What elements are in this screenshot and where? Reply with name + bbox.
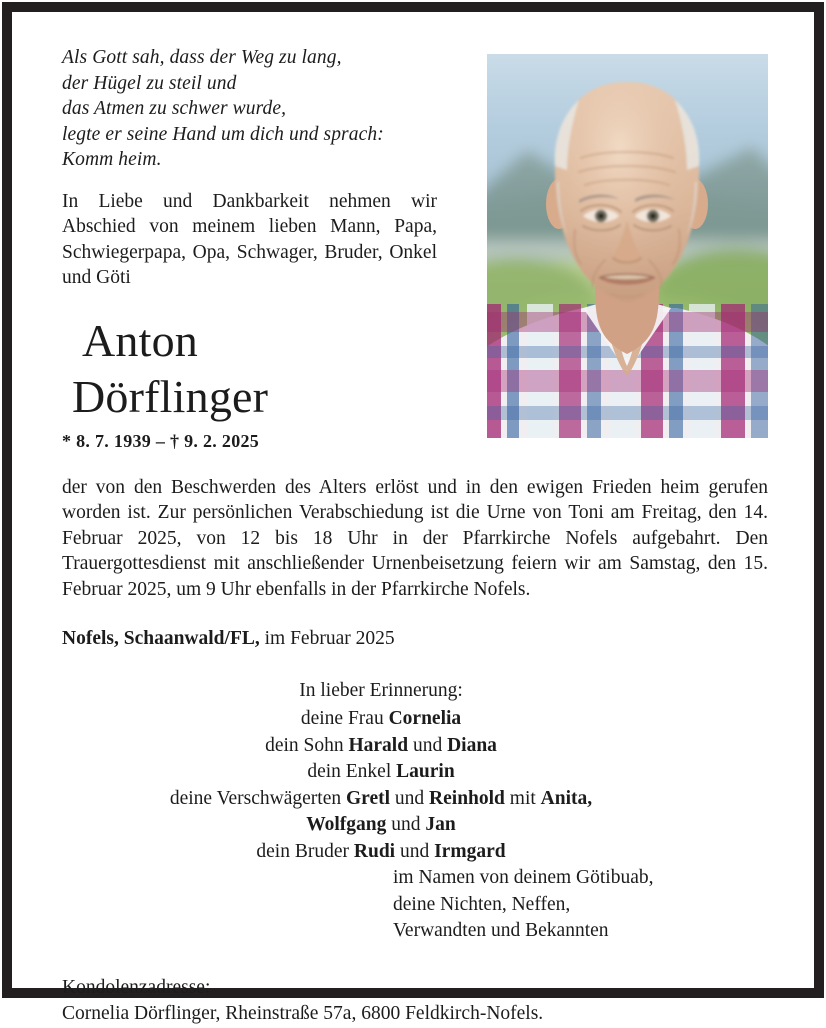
family-name-entry: Diana [447, 734, 497, 756]
list-item [62, 733, 700, 760]
intro-paragraph: In Liebe und Dankbarkeit nehmen wir Abschied von meinem lieben Mann, Papa, Schwiegerpapa, Opa, Schwager, Bruder, Onkel und Göti [62, 190, 437, 288]
family-name-entry: Jan [425, 814, 456, 835]
list-item [62, 706, 700, 733]
family-name-entry: Reinhold [429, 787, 505, 809]
memory-block [62, 678, 768, 945]
family-name-entry: Laurin [396, 761, 455, 782]
conjunction: und [395, 840, 435, 862]
place-name: Nofels, Schaanwald/FL, [62, 628, 260, 649]
closing-line: im Namen von deinem Götibuab, [393, 867, 654, 888]
condolence-address: Cornelia Dörflinger, Rheinstraße 57a, 6800 Feldkirch-Nofels. [62, 1003, 544, 1024]
conjunction: und [390, 787, 430, 809]
list-item [62, 759, 700, 786]
closing-line: Verwandten und Bekannten [393, 920, 609, 941]
family-name-entry: Wolfgang [306, 814, 387, 835]
relation-label: dein Sohn [265, 734, 349, 756]
closing-lines [62, 865, 768, 945]
memory-title: In lieber Erinnerung: [299, 679, 463, 701]
poem-block [62, 45, 482, 173]
place-date-line [62, 626, 768, 652]
closing-line: deine Nichten, Neffen, [393, 893, 571, 915]
family-name: Dörflinger [72, 370, 269, 422]
poem-line: legte er seine Hand um dich und sprach: [62, 123, 384, 145]
poem-line: Komm heim. [62, 149, 162, 170]
family-name-entry: Rudi [353, 840, 396, 862]
relation-label: deine Verschwägerten [169, 787, 346, 809]
relation-label: dein Bruder [256, 840, 354, 862]
relation-label: dein Enkel [307, 761, 397, 782]
poem-line: Als Gott sah, dass der Weg zu lang, [62, 47, 342, 68]
family-name-entry: Harald [348, 734, 409, 756]
notice-month: im Februar 2025 [259, 628, 395, 649]
family-name-entry: Anita, [540, 787, 593, 809]
body-paragraph: der von den Beschwerden des Alters erlöst und in den ewigen Frieden heim gerufen worden ist. Zur persönlichen Verabschiedung ist die Urne von Toni am Freitag, den 14. Februar 2025, von 12 bis 18 Uhr in der Pfarrkirche Nofels aufgebahrt. Den Trauergottesdienst mit anschließender Urnenbeisetzung feiern wir am Samstag, den 15. Februar 2025, um 9 Uhr ebenfalls in der Pfarrkirche Nofels. [62, 476, 768, 600]
condolence-label: Kondolenzadresse: [62, 976, 211, 998]
family-name-entry: Cornelia [388, 708, 462, 729]
relation-label: deine Frau [300, 708, 389, 729]
list-item [62, 812, 700, 839]
list-item [62, 839, 700, 866]
name-block [62, 313, 482, 453]
poem-line: das Atmen zu schwer wurde, [62, 98, 287, 119]
list-item [62, 786, 700, 813]
life-dates: * 8. 7. 1939 – † 9. 2. 2025 [62, 430, 260, 451]
notice-content [62, 45, 768, 1028]
conjunction: und [408, 734, 448, 756]
conjunction: mit [504, 787, 541, 809]
family-name-entry: Irmgard [434, 840, 506, 862]
conjunction: und [386, 814, 426, 835]
family-name-entry: Gretl [346, 787, 391, 809]
family-list [62, 706, 768, 865]
condolence-block [62, 975, 768, 1028]
given-name: Anton [82, 314, 198, 366]
poem-line: der Hügel zu steil und [62, 72, 237, 94]
